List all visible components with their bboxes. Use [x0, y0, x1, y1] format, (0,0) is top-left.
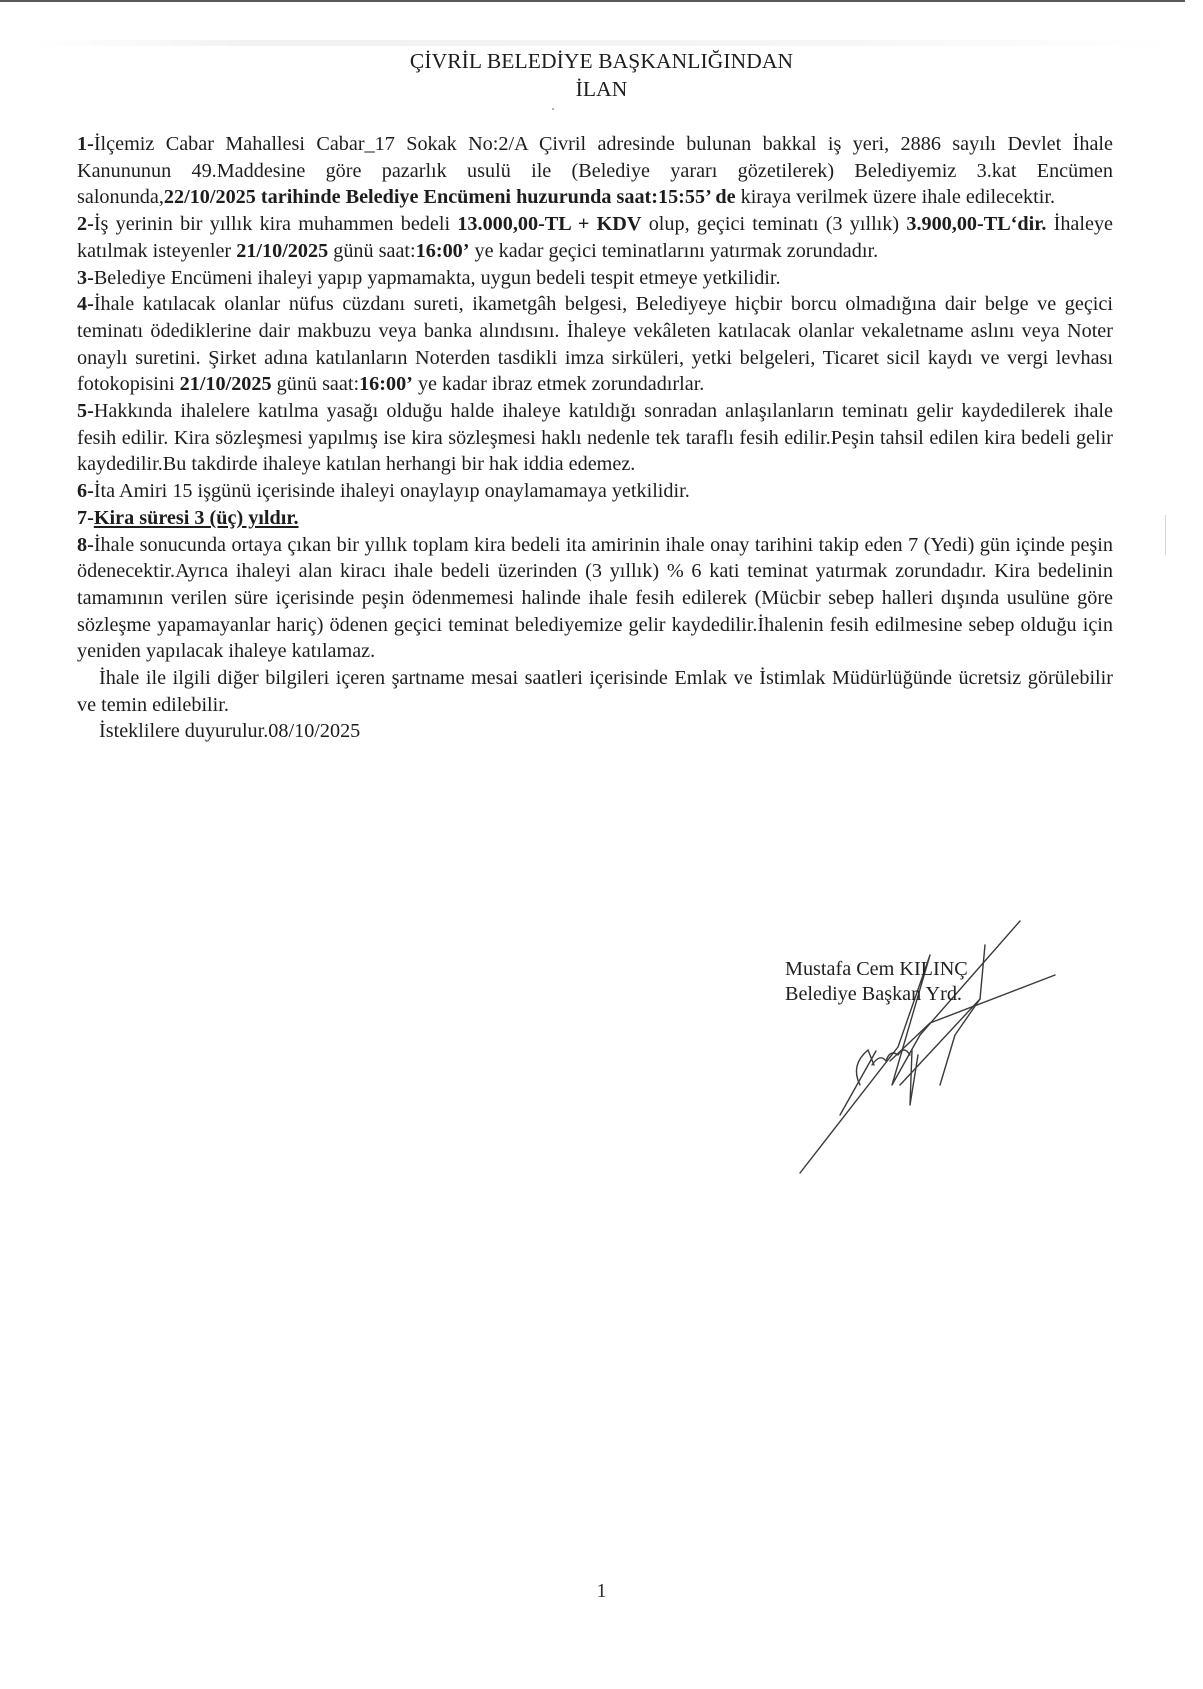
item-number: 7-: [77, 506, 94, 529]
item-text: İhale sonucunda ortaya çıkan bir yıllık toplam kira bedeli ita amirinin ihale onay tarihini takip eden 7 (Yedi) gün içinde peşin ödenecektir.Ayrıca ihaleyi alan kiracı ihale bedeli üzerinden (3 yıllık) % 6 kati teminat yatırmak zorundadır. Kira bedelinin tamamının verilen süre içerisinde peşin ödenmemesi halinde ihale fesih edilerek (Mücbir sebep halleri dışında usulüne göre sözleşme yapamayanlar hariç) ödenen geçici teminat belediyemize gelir kaydedilir.İhalenin fesih edilmesine sebep olduğu için yeniden yapılacak ihaleye katılamaz.: [77, 533, 1113, 663]
item-number: 3-: [77, 266, 94, 289]
scan-artifact-mark: [1165, 515, 1166, 555]
scan-artifact: [30, 40, 1180, 46]
item-number: 4-: [77, 293, 94, 316]
item-text: İş yerinin bir yıllık kira muhammen bedeli: [93, 213, 458, 236]
deadline-time: 16:00’: [415, 239, 470, 262]
item-6: [77, 478, 1113, 505]
signature-block: [785, 957, 968, 1007]
closing-info: İhale ile ilgili diğer bilgileri içeren şartname mesai saatleri içerisinde Emlak ve İstimlak Müdürlüğünde ücretsiz görülebilir ve temin edilebilir.: [77, 667, 1113, 716]
item-text: günü saat:: [328, 239, 416, 262]
item-text: ye kadar ibraz etmek zorundadırlar.: [412, 373, 705, 396]
signatory-title: Belediye Başkan Yrd.: [785, 983, 962, 1005]
item-text: olup, geçici teminatı (3 yıllık): [641, 213, 907, 236]
item-text: İhale katılacak olanlar nüfus cüzdanı sureti, ikametgâh belgesi, Belediyeye hiçbir borcu olmadığına dair belge ve geçici teminatı ödediklerine dair makbuzu veya banka alındısını. İhaleye vekâleten katılacak olanlar vekaletname aslını veya Noter onaylı suretini. Şirket adına katılanların Noterden tasdikli imza sirküleri, yetki belgeleri, Ticaret sicil kaydı ve vergi levhası fotokopisini: [77, 293, 1113, 396]
deposit-amount: 3.900,00-TL‘dir.: [906, 213, 1047, 236]
item-text: Hakkında ihalelere katılma yasağı olduğu halde ihaleye katıldığı sonradan anlaşılanların teminatı gelir kaydedilerek ihale fesih edilir. Kira sözleşmesi yapılmış ise kira sözleşmesi haklı nedenle tek taraflı fesih edilir.Peşin tahsil edilen kira bedeli gelir kaydedilir.Bu takdirde ihaleye katılan herhangi bir hak iddia edemez.: [77, 400, 1113, 476]
item-3: [77, 265, 1113, 292]
item-number: 6-: [77, 480, 94, 503]
item-text: İta Amiri 15 işgünü içerisinde ihaleyi onaylayıp onaylamamaya yetkilidir.: [93, 480, 690, 503]
item-text: İhaleye katılmak isteyenler: [77, 213, 1114, 262]
item-7: [77, 505, 1113, 532]
item-1: [77, 131, 1113, 211]
handwritten-signature-icon: [780, 915, 1070, 1185]
item-5: [77, 398, 1113, 478]
announcement-date: İsteklilere duyurulur.08/10/2025: [99, 720, 361, 743]
deadline-date: 21/10/2025: [179, 373, 272, 396]
lease-term: Kira süresi 3 (üç) yıldır.: [93, 506, 299, 529]
item-text: Belediye Encümeni ihaleyi yapıp yapmamakta, uygun bedeli tespit etmeye yetkilidir.: [93, 266, 781, 289]
item-text-bold: 22/10/2025 tarihinde Belediye Encümeni huzurunda saat:15:55’ de: [163, 186, 736, 209]
item-text: günü saat:: [271, 373, 360, 396]
item-number: 5-: [77, 400, 94, 423]
item-2: [77, 211, 1113, 264]
item-text: İlçemiz Cabar Mahallesi Cabar_17 Sokak No:2/A Çivril adresinde bulunan bakkal iş yeri, 2886 sayılı Devlet İhale Kanununun 49.Maddesine göre pazarlık usulü ile (Belediye yararı gözetilerek) Belediyemiz 3.kat Encümen salonunda,: [77, 133, 1113, 209]
item-number: 2-: [77, 213, 94, 236]
page-number: 1: [596, 1580, 607, 1602]
deadline-date: 21/10/2025: [236, 239, 329, 262]
item-number: 1-: [77, 133, 94, 155]
item-text: ye kadar geçici teminatlarını yatırmak zorundadır.: [469, 239, 879, 262]
scan-edge-line: [0, 0, 1185, 2]
scan-speck: [552, 108, 554, 110]
notice-heading: İLAN: [575, 77, 628, 101]
notice-body: [77, 131, 1113, 745]
item-8: [77, 532, 1113, 666]
deadline-time: 16:00’: [359, 373, 413, 396]
issuer-heading: ÇİVRİL BELEDİYE BAŞKANLIĞINDAN: [409, 49, 794, 73]
item-text: kiraya verilmek üzere ihale edilecektir.: [735, 186, 1056, 209]
signatory-name: Mustafa Cem KILINÇ: [785, 958, 968, 980]
item-4: [77, 291, 1113, 398]
rent-amount: 13.000,00-TL + KDV: [457, 213, 642, 236]
item-number: 8-: [77, 533, 94, 556]
